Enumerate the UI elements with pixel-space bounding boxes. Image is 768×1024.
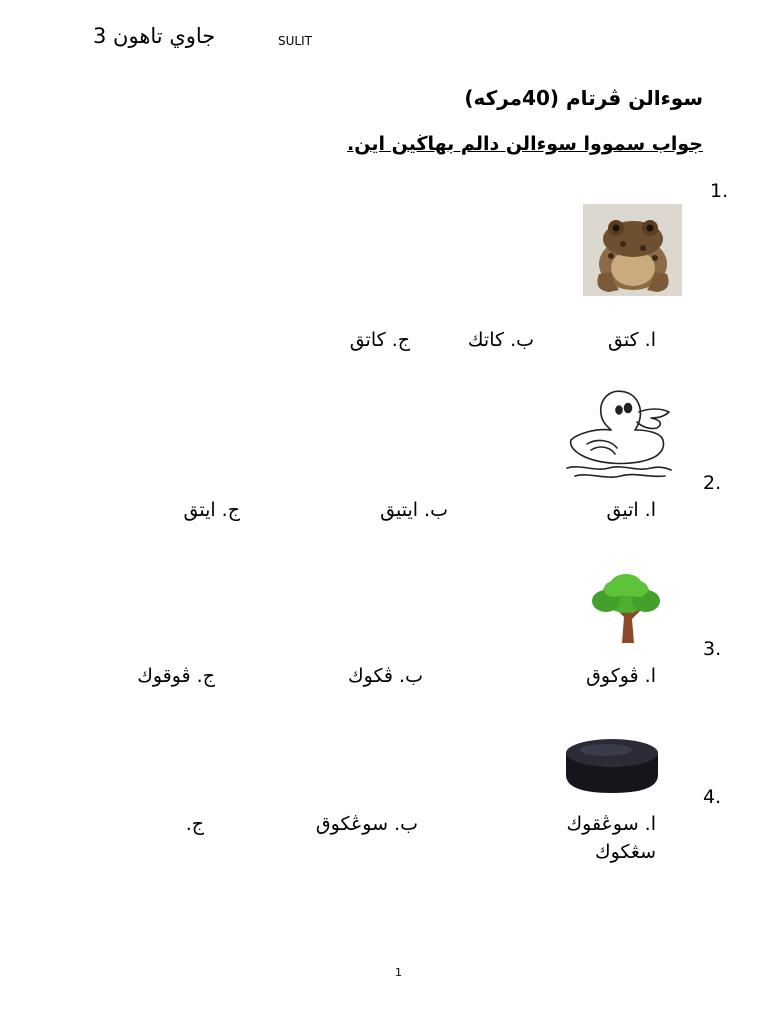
q2-option-c[interactable]: ج. ايتق	[183, 499, 240, 521]
question-number-4: 4.	[703, 786, 722, 808]
question-number-2: 2.	[703, 472, 722, 494]
eraser-image	[562, 735, 662, 795]
question-number-1: 1.	[710, 180, 729, 202]
question-number-3: 3.	[703, 638, 722, 660]
q3-option-c[interactable]: ج. ڤوقوك	[137, 665, 215, 687]
section-instruction: جواب سمووا سوءالن دالم بهاڬين اين.	[347, 133, 703, 155]
frog-image	[583, 204, 682, 296]
q1-option-a[interactable]: ا. كتق	[608, 329, 656, 351]
section-title: سوءالن ڤرتام (40مركه)	[464, 86, 703, 110]
sulit-label: SULIT	[278, 34, 312, 48]
q2-option-b[interactable]: ب. ايتيق	[380, 499, 448, 521]
tree-image	[590, 573, 662, 643]
page-number: 1	[395, 966, 402, 979]
q3-option-a[interactable]: ا. ڤوكوق	[586, 665, 656, 687]
q4-option-c-continued[interactable]: سڠكوك	[594, 841, 656, 863]
duck-image	[565, 386, 675, 486]
q2-option-a[interactable]: ا. اتيق	[606, 499, 656, 521]
q1-option-b[interactable]: ب. كاتك	[467, 329, 534, 351]
subject-title: جاوي تاهون 3	[93, 24, 216, 48]
q4-option-c[interactable]: ج.	[185, 813, 204, 835]
q3-option-b[interactable]: ب. ڤكوك	[347, 665, 423, 687]
q1-option-c[interactable]: ج. كاتق	[349, 329, 410, 351]
q4-option-a[interactable]: ا. سوڠقوك	[566, 813, 656, 835]
q4-option-b[interactable]: ب. سوڠكوق	[315, 813, 418, 835]
